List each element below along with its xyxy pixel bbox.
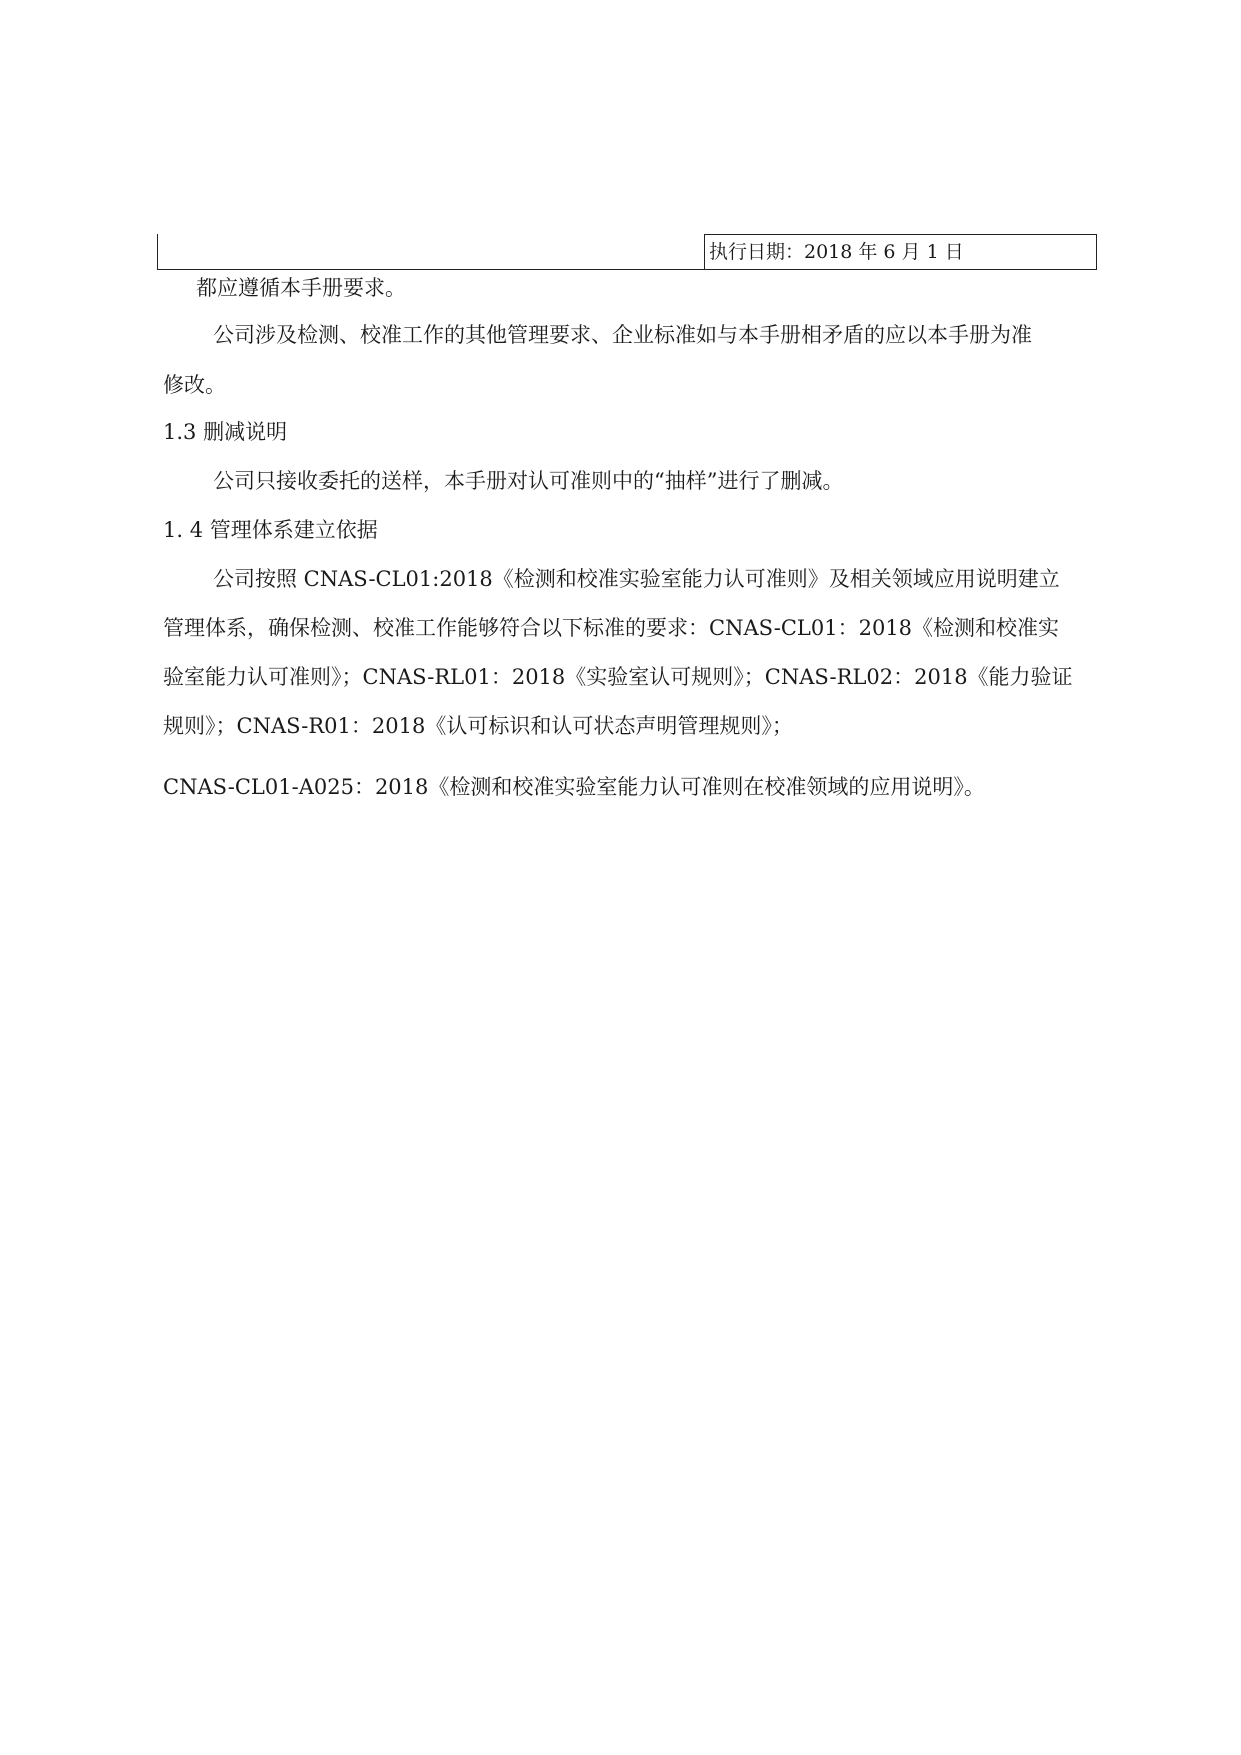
paragraph-line: CNAS-CL01-A025：2018《检测和校准实验室能力认可准则在校准领域的应用说明》。 — [163, 775, 985, 799]
paragraph-line: 验室能力认可准则》；CNAS-RL01：2018《实验室认可规则》；CNAS-RL02：2018《能力验证 — [163, 665, 1073, 689]
paragraph-line: 管理体系，确保检测、校准工作能够符合以下标准的要求：CNAS-CL01：2018《检测和校准实 — [163, 616, 1060, 640]
paragraph-line: 公司涉及检测、校准工作的其他管理要求、企业标准如与本手册相矛盾的应以本手册为准 — [213, 323, 1032, 347]
paragraph-line: 公司按照 CNAS-CL01:2018《检测和校准实验室能力认可准则》及相关领域应用说明建立 — [213, 567, 1060, 591]
section-heading-1-4: 1. 4 管理体系建立依据 — [163, 518, 378, 542]
continuation-line: 都应遵循本手册要求。 — [196, 276, 406, 300]
paragraph-line: 公司只接收委托的送样，本手册对认可准则中的“抽样”进行了删减。 — [213, 469, 844, 493]
paragraph-line: 修改。 — [163, 373, 226, 397]
paragraph-line: 规则》；CNAS-R01：2018《认可标识和认可状态声明管理规则》； — [163, 714, 793, 738]
effective-date-cell: 执行日期：2018 年 6 月 1 日 — [704, 234, 1097, 270]
section-heading-1-3: 1.3 删减说明 — [163, 420, 288, 444]
